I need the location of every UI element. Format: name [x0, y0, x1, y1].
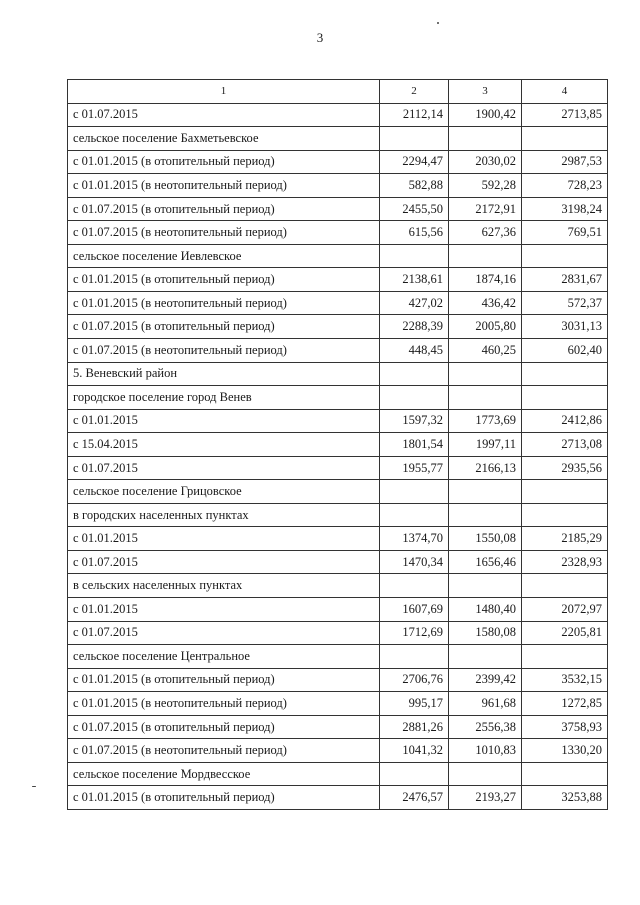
- row-value-cell-4: [522, 762, 608, 786]
- row-value-cell-4: 2987,53: [522, 150, 608, 174]
- table-row: [68, 291, 608, 315]
- row-value-cell-4: 1330,20: [522, 739, 608, 763]
- table-row: [68, 433, 608, 457]
- row-label-cell: с 01.01.2015: [68, 598, 380, 622]
- row-value-cell-4: 2328,93: [522, 550, 608, 574]
- row-value-cell-3: 2399,42: [449, 668, 522, 692]
- row-value-cell-4: 728,23: [522, 174, 608, 198]
- row-value-cell-2: 1955,77: [380, 456, 449, 480]
- row-value-cell-2: 1712,69: [380, 621, 449, 645]
- row-value-cell-3: [449, 386, 522, 410]
- row-value-cell-3: [449, 127, 522, 151]
- row-label-cell: с 01.07.2015 (в неотопительный период): [68, 221, 380, 245]
- tariff-table: [67, 79, 608, 810]
- row-label-cell: сельское поселение Мордвесское: [68, 762, 380, 786]
- header-cell-1: 1: [68, 80, 380, 104]
- row-label-cell: с 01.01.2015 (в отопительный период): [68, 150, 380, 174]
- table-row: [68, 739, 608, 763]
- row-value-cell-4: [522, 244, 608, 268]
- row-value-cell-3: [449, 503, 522, 527]
- row-value-cell-3: 627,36: [449, 221, 522, 245]
- row-value-cell-2: 2112,14: [380, 103, 449, 127]
- row-value-cell-4: [522, 386, 608, 410]
- table-row: [68, 197, 608, 221]
- row-value-cell-4: [522, 127, 608, 151]
- table-row: [68, 244, 608, 268]
- row-value-cell-3: 1656,46: [449, 550, 522, 574]
- row-value-cell-3: 436,42: [449, 291, 522, 315]
- table-row: [68, 103, 608, 127]
- table-row: [68, 339, 608, 363]
- table-row: [68, 409, 608, 433]
- table-row: [68, 174, 608, 198]
- row-value-cell-2: 1607,69: [380, 598, 449, 622]
- table-row: [68, 715, 608, 739]
- row-value-cell-2: 2476,57: [380, 786, 449, 810]
- table-row: [68, 550, 608, 574]
- table-row: [68, 150, 608, 174]
- row-value-cell-4: 602,40: [522, 339, 608, 363]
- row-value-cell-3: 1010,83: [449, 739, 522, 763]
- row-value-cell-4: 572,37: [522, 291, 608, 315]
- page-number: 3: [316, 30, 324, 45]
- row-value-cell-4: 2713,85: [522, 103, 608, 127]
- scan-speck: [437, 22, 439, 24]
- table-row: [68, 315, 608, 339]
- row-value-cell-3: 2030,02: [449, 150, 522, 174]
- row-label-cell: с 01.01.2015 (в неотопительный период): [68, 291, 380, 315]
- row-label-cell: с 01.01.2015: [68, 409, 380, 433]
- row-value-cell-3: 1997,11: [449, 433, 522, 457]
- table-row: [68, 645, 608, 669]
- row-value-cell-3: [449, 244, 522, 268]
- row-value-cell-3: [449, 362, 522, 386]
- row-value-cell-4: 1272,85: [522, 692, 608, 716]
- row-label-cell: с 01.01.2015 (в отопительный период): [68, 668, 380, 692]
- header-cell-4: 4: [522, 80, 608, 104]
- row-value-cell-3: [449, 762, 522, 786]
- row-label-cell: с 01.01.2015: [68, 527, 380, 551]
- row-value-cell-4: 2412,86: [522, 409, 608, 433]
- row-value-cell-2: [380, 362, 449, 386]
- row-value-cell-3: 1580,08: [449, 621, 522, 645]
- row-label-cell: сельское поселение Грицовское: [68, 480, 380, 504]
- table-row: [68, 598, 608, 622]
- row-label-cell: сельское поселение Центральное: [68, 645, 380, 669]
- row-label-cell: с 01.07.2015: [68, 550, 380, 574]
- row-label-cell: с 01.01.2015 (в отопительный период): [68, 268, 380, 292]
- table-body: [68, 80, 608, 810]
- table-row: [68, 527, 608, 551]
- row-value-cell-2: 2455,50: [380, 197, 449, 221]
- row-value-cell-2: 427,02: [380, 291, 449, 315]
- table-row: [68, 386, 608, 410]
- row-value-cell-2: [380, 480, 449, 504]
- row-value-cell-2: [380, 127, 449, 151]
- row-value-cell-3: 2166,13: [449, 456, 522, 480]
- table-row: [68, 268, 608, 292]
- row-label-cell: с 01.01.2015 (в отопительный период): [68, 786, 380, 810]
- table-header-row: [68, 80, 608, 104]
- row-value-cell-2: 1374,70: [380, 527, 449, 551]
- row-value-cell-4: 2185,29: [522, 527, 608, 551]
- row-value-cell-2: 1597,32: [380, 409, 449, 433]
- row-value-cell-4: 2072,97: [522, 598, 608, 622]
- table-row: [68, 221, 608, 245]
- row-label-cell: с 01.01.2015 (в неотопительный период): [68, 174, 380, 198]
- row-value-cell-3: 1550,08: [449, 527, 522, 551]
- row-label-cell: 5. Веневский район: [68, 362, 380, 386]
- row-label-cell: с 01.07.2015 (в отопительный период): [68, 715, 380, 739]
- row-value-cell-2: 2138,61: [380, 268, 449, 292]
- table-row: [68, 692, 608, 716]
- table-row: [68, 762, 608, 786]
- row-label-cell: с 01.07.2015: [68, 103, 380, 127]
- header-cell-3: 3: [449, 80, 522, 104]
- row-value-cell-3: [449, 480, 522, 504]
- row-value-cell-2: 582,88: [380, 174, 449, 198]
- row-value-cell-2: 2288,39: [380, 315, 449, 339]
- row-value-cell-4: 3031,13: [522, 315, 608, 339]
- row-value-cell-2: 2881,26: [380, 715, 449, 739]
- row-value-cell-4: [522, 480, 608, 504]
- row-value-cell-3: 1900,42: [449, 103, 522, 127]
- row-value-cell-4: [522, 574, 608, 598]
- row-value-cell-4: 3532,15: [522, 668, 608, 692]
- header-cell-2: 2: [380, 80, 449, 104]
- row-value-cell-2: 1041,32: [380, 739, 449, 763]
- row-value-cell-3: 1874,16: [449, 268, 522, 292]
- row-label-cell: с 15.04.2015: [68, 433, 380, 457]
- row-label-cell: с 01.07.2015: [68, 621, 380, 645]
- row-value-cell-2: 2294,47: [380, 150, 449, 174]
- row-value-cell-4: [522, 645, 608, 669]
- row-label-cell: с 01.07.2015 (в отопительный период): [68, 315, 380, 339]
- table-row: [68, 362, 608, 386]
- row-value-cell-4: 2713,08: [522, 433, 608, 457]
- table-row: [68, 621, 608, 645]
- row-value-cell-2: 448,45: [380, 339, 449, 363]
- row-value-cell-4: 3198,24: [522, 197, 608, 221]
- table-row: [68, 503, 608, 527]
- row-value-cell-3: 592,28: [449, 174, 522, 198]
- row-label-cell: с 01.07.2015: [68, 456, 380, 480]
- table-row: [68, 668, 608, 692]
- row-value-cell-2: 2706,76: [380, 668, 449, 692]
- row-label-cell: сельское поселение Бахметьевское: [68, 127, 380, 151]
- row-label-cell: в городских населенных пунктах: [68, 503, 380, 527]
- row-value-cell-3: 2172,91: [449, 197, 522, 221]
- row-value-cell-2: 615,56: [380, 221, 449, 245]
- row-value-cell-3: 1480,40: [449, 598, 522, 622]
- row-value-cell-4: [522, 362, 608, 386]
- row-value-cell-4: 3253,88: [522, 786, 608, 810]
- row-value-cell-2: 1470,34: [380, 550, 449, 574]
- row-label-cell: с 01.07.2015 (в неотопительный период): [68, 339, 380, 363]
- row-value-cell-4: 2935,56: [522, 456, 608, 480]
- row-label-cell: с 01.07.2015 (в отопительный период): [68, 197, 380, 221]
- row-value-cell-2: 995,17: [380, 692, 449, 716]
- row-value-cell-3: [449, 574, 522, 598]
- row-value-cell-4: 769,51: [522, 221, 608, 245]
- row-value-cell-3: 460,25: [449, 339, 522, 363]
- row-label-cell: сельское поселение Иевлевское: [68, 244, 380, 268]
- table-row: [68, 480, 608, 504]
- table-row: [68, 786, 608, 810]
- row-value-cell-3: 2005,80: [449, 315, 522, 339]
- row-value-cell-2: [380, 244, 449, 268]
- row-value-cell-4: 2205,81: [522, 621, 608, 645]
- row-value-cell-2: [380, 762, 449, 786]
- row-label-cell: с 01.01.2015 (в неотопительный период): [68, 692, 380, 716]
- row-value-cell-3: [449, 645, 522, 669]
- scan-speck: [32, 786, 36, 787]
- row-label-cell: с 01.07.2015 (в неотопительный период): [68, 739, 380, 763]
- row-value-cell-3: 961,68: [449, 692, 522, 716]
- row-value-cell-2: [380, 574, 449, 598]
- row-value-cell-2: [380, 645, 449, 669]
- row-label-cell: городское поселение город Венев: [68, 386, 380, 410]
- row-value-cell-4: 2831,67: [522, 268, 608, 292]
- table-row: [68, 456, 608, 480]
- row-value-cell-2: [380, 503, 449, 527]
- row-value-cell-3: 2193,27: [449, 786, 522, 810]
- row-value-cell-4: 3758,93: [522, 715, 608, 739]
- row-value-cell-2: 1801,54: [380, 433, 449, 457]
- row-value-cell-3: 2556,38: [449, 715, 522, 739]
- row-value-cell-2: [380, 386, 449, 410]
- row-value-cell-4: [522, 503, 608, 527]
- table-row: [68, 127, 608, 151]
- table-row: [68, 574, 608, 598]
- row-value-cell-3: 1773,69: [449, 409, 522, 433]
- row-label-cell: в сельских населенных пунктах: [68, 574, 380, 598]
